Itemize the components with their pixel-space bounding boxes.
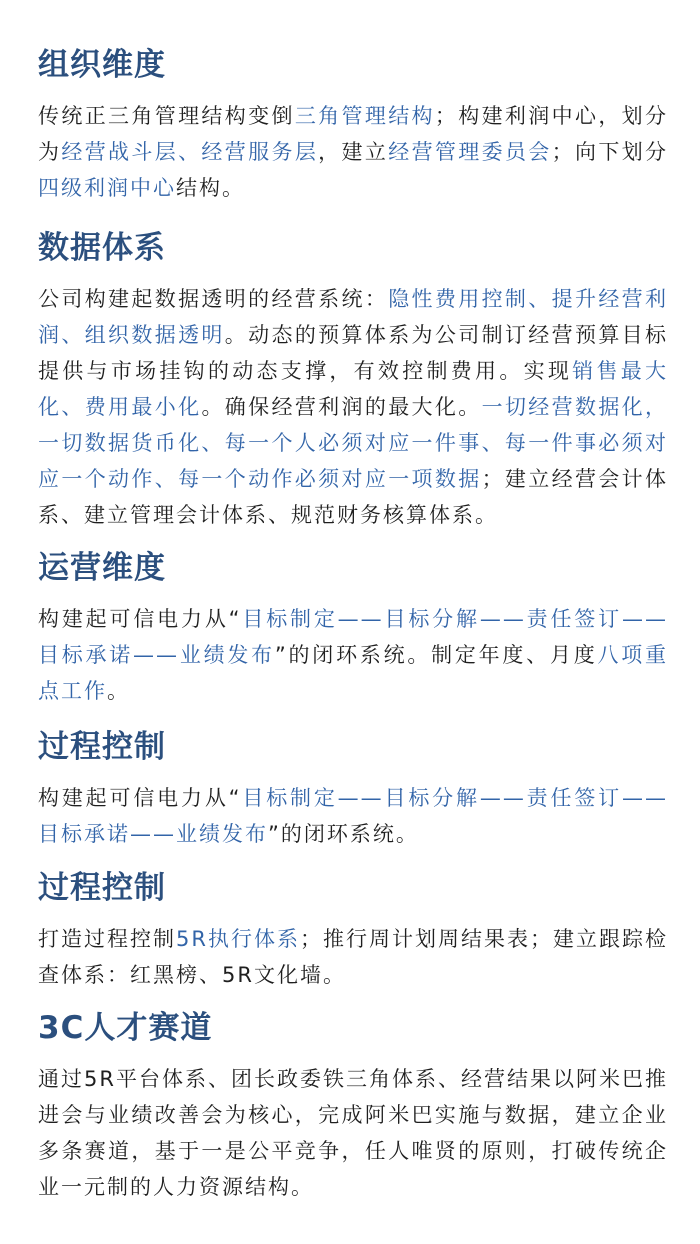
section-heading: 过程控制 — [38, 870, 166, 906]
section-paragraph — [38, 1061, 668, 1205]
highlighted-text: 目标制定——目标分解——责任签订——目标承诺——业绩发布 — [38, 786, 668, 846]
body-text: 公司构建起数据透明的经营系统： — [38, 287, 389, 311]
highlighted-text: 经营管理委员会 — [388, 140, 552, 164]
body-text: 结构。 — [176, 176, 245, 200]
body-text: ；推行周计划周结果表；建立跟踪检查体系：红黑榜、5R文化墙。 — [38, 927, 669, 987]
section-heading: 3C人才赛道 — [38, 1010, 213, 1046]
section-3c-talent — [38, 1008, 668, 1205]
highlighted-text: 四级利润中心 — [38, 176, 176, 200]
highlighted-text: 5R执行体系 — [176, 927, 300, 951]
section-heading: 数据体系 — [38, 230, 166, 266]
section-process-control-1 — [38, 727, 668, 852]
body-text: 。确保经营利润的最大化。 — [201, 395, 482, 419]
highlighted-text: 目标制定——目标分解——责任签订——目标承诺——业绩发布 — [38, 607, 668, 667]
highlighted-text: 三角管理结构 — [294, 104, 435, 128]
highlighted-text: 一切经营数据化，一切数据货币化、每一个人必须对应一件事、每一件事必须对应一个动作、每一个动作必须对应一项数据 — [38, 395, 669, 491]
section-data-system — [38, 228, 668, 533]
body-text: 通过5R平台体系、团长政委铁三角体系、经营结果以阿米巴推进会与业绩改善会为核心，完成阿米巴实施与数据，建立企业多条赛道，基于一是公平竞争，任人唯贤的原则，打破传统企业一元制的人力资源结构。 — [38, 1067, 668, 1199]
section-heading: 运营维度 — [38, 550, 166, 586]
body-text: 传统正三角管理结构变倒 — [38, 104, 295, 128]
body-text: 构建起可信电力从“ — [38, 786, 242, 810]
highlighted-text: 八项重点工作 — [38, 643, 669, 703]
highlighted-text: 隐性费用控制、提升经营利润、组织数据透明 — [38, 287, 669, 347]
section-paragraph — [38, 281, 668, 533]
section-paragraph — [38, 921, 668, 993]
body-text: 构建起可信电力从“ — [38, 607, 242, 631]
section-paragraph — [38, 98, 668, 206]
body-text: ；构建利润中心，划分为 — [38, 104, 669, 164]
highlighted-text: 经营战斗层、经营服务层 — [61, 140, 319, 164]
section-process-control-2 — [38, 868, 668, 993]
section-organization — [38, 45, 668, 206]
section-heading: 过程控制 — [38, 729, 166, 765]
body-text: 。 — [107, 679, 130, 703]
body-text: 打造过程控制 — [38, 927, 177, 951]
section-paragraph — [38, 601, 668, 709]
body-text: 。动态的预算体系为公司制订经营预算目标提供与市场挂钩的动态支撑，有效控制费用。实现 — [38, 323, 669, 383]
body-text: ；建立经营会计体系、建立管理会计体系、规范财务核算体系。 — [38, 467, 669, 527]
section-heading: 组织维度 — [38, 47, 166, 83]
body-text: ”的闭环系统。制定年度、月度 — [274, 643, 598, 667]
body-text: ；向下划分 — [551, 140, 669, 164]
body-text: ，建立 — [318, 140, 389, 164]
section-paragraph — [38, 780, 668, 852]
highlighted-text: 销售最大化、费用最小化 — [38, 359, 669, 419]
body-text: ”的闭环系统。 — [268, 822, 419, 846]
section-operations — [38, 548, 668, 709]
